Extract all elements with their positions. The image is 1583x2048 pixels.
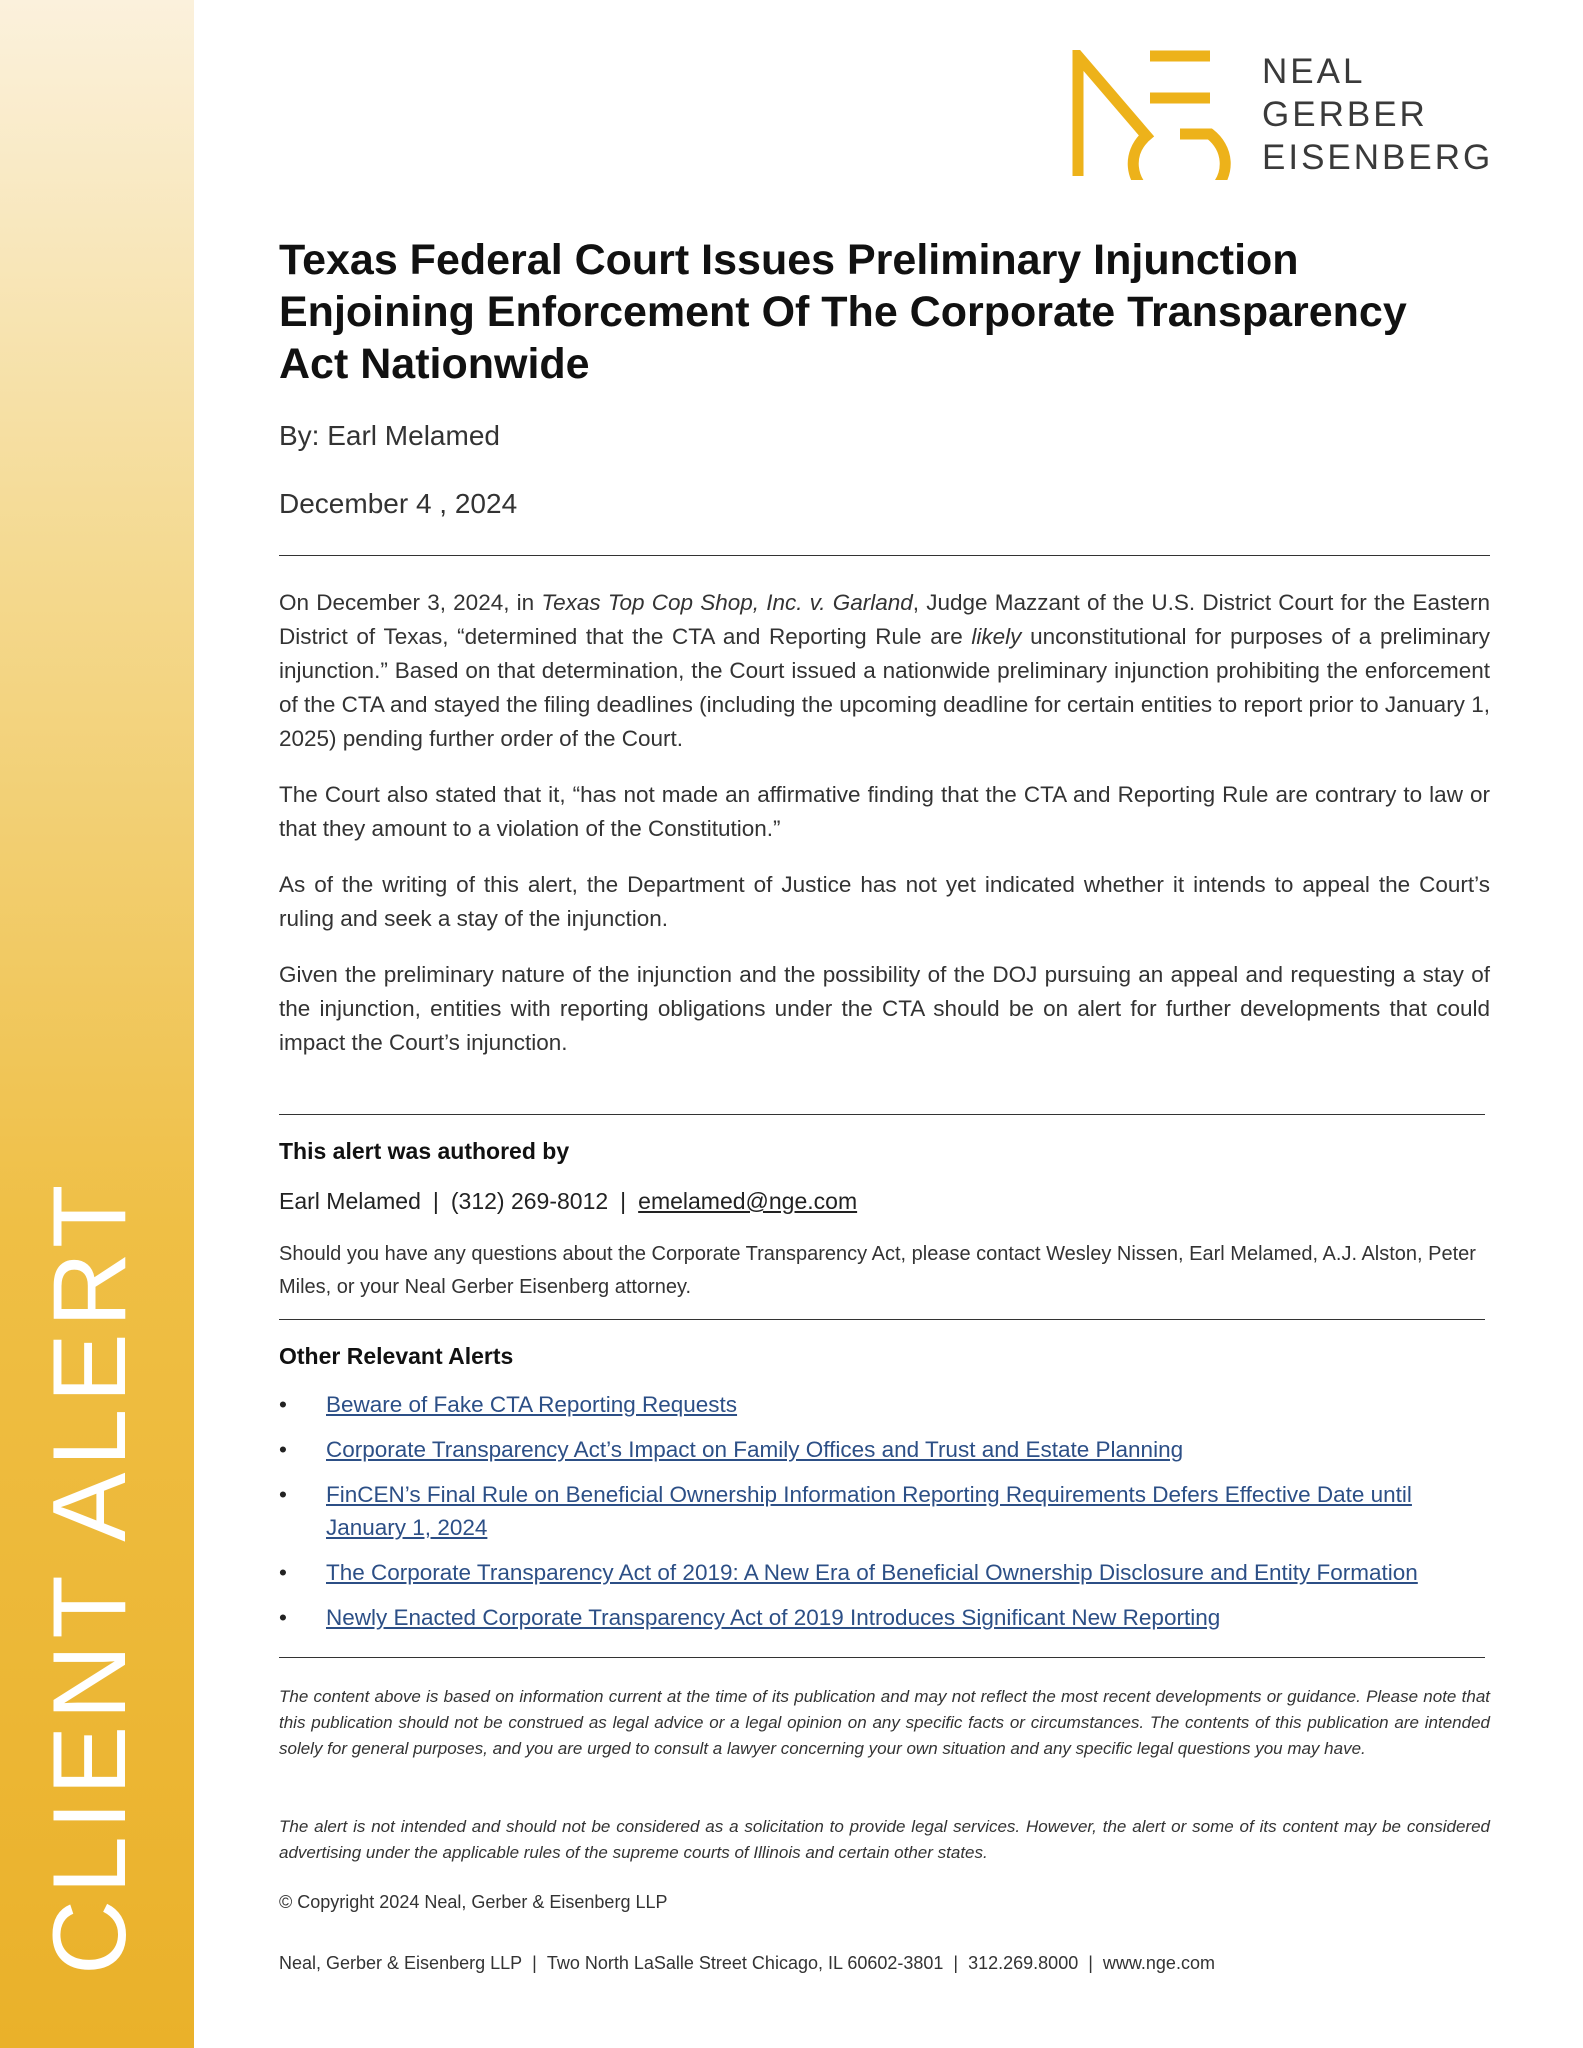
byline: By: Earl Melamed — [279, 420, 500, 451]
other-alerts-heading: Other Relevant Alerts — [279, 1343, 514, 1369]
author-phone: (312) 269-8012 — [450, 1188, 609, 1214]
alert-link-family-offices[interactable]: Corporate Transparency Act’s Impact on Family Offices and Trust and Estate Planning — [326, 1437, 1184, 1462]
publish-date: December 4 , 2024 — [279, 488, 518, 519]
author-name: Earl Melamed — [279, 1188, 421, 1214]
disclaimer-paragraph-2: The alert is not intended and should not be considered as a solicitation to provide legal services. However, the alert or some of its content may be considered advertising under the applicable rules of the supreme courts of Illinois and certain other states. — [279, 1817, 1490, 1862]
article-title: Texas Federal Court Issues Preliminary Injunction Enjoining Enforcement Of The Corporate Transparency Act Nationwide — [279, 236, 1407, 388]
p1-text-a: On December 3, 2024, in — [279, 590, 542, 615]
bullet-icon: • — [279, 1392, 287, 1417]
client-alert-label: CLIENT ALERT — [32, 1178, 148, 1975]
paragraph-3: As of the writing of this alert, the Department of Justice has not yet indicated whether it intends to appeal the Court’s ruling and seek a stay of the injunction. — [279, 872, 1490, 931]
list-item — [279, 1556, 1490, 1589]
footer-address: Two North LaSalle Street Chicago, IL 60602-3801 — [546, 1953, 944, 1973]
author-email-link[interactable]: emelamed@nge.com — [638, 1188, 858, 1214]
bullet-icon: • — [279, 1437, 287, 1462]
alert-link-newly-enacted-cta[interactable]: Newly Enacted Corporate Transparency Act of 2019 Introduces Significant New Reporting — [326, 1605, 1221, 1630]
other-alerts-list — [279, 1388, 1490, 1646]
copyright-notice: © Copyright 2024 Neal, Gerber & Eisenberg LLP — [279, 1892, 668, 1912]
list-item — [279, 1601, 1490, 1634]
separator: | — [620, 1188, 627, 1214]
sidebar-band — [0, 0, 194, 2048]
alert-link-fake-cta[interactable]: Beware of Fake CTA Reporting Requests — [326, 1392, 738, 1417]
disclaimer-paragraph-1: The content above is based on information current at the time of its publication and may not reflect the most recent developments or guidance. Please note that this publication should not be construed as legal advice or a legal opinion on any specific facts or circumstances. The contents of this publication are intended solely for general purposes, and you are urged to consult a lawyer concerning your own situation and any specific legal questions you may have. — [279, 1687, 1490, 1758]
paragraph-2: The Court also stated that it, “has not made an affirmative finding that the CTA and Reporting Rule are contrary to law or that they amount to a violation of the Constitution.” — [279, 782, 1490, 841]
paragraph-4: Given the preliminary nature of the injunction and the possibility of the DOJ pursuing an appeal and requesting a stay of the injunction, entities with reporting obligations under the CTA should be on alert for further developments that could impact the Court’s injunction. — [279, 962, 1490, 1055]
firm-name-wordmark — [1262, 50, 1493, 179]
divider — [279, 555, 1490, 556]
footer-phone: 312.269.8000 — [968, 1953, 1079, 1973]
footer-website-link[interactable]: www.nge.com — [1102, 1953, 1215, 1973]
author-contact — [279, 1188, 857, 1215]
list-item — [279, 1433, 1490, 1466]
logo-line-gerber: GERBER — [1262, 95, 1428, 134]
list-item — [279, 1478, 1490, 1544]
firm-logo[interactable] — [1072, 50, 1492, 180]
separator: | — [1088, 1953, 1093, 1973]
divider — [279, 1319, 1485, 1320]
bullet-icon: • — [279, 1560, 287, 1585]
p1-text-b: , Judge Mazzant of the U.S. District Court for the Eastern District of Texas, “determined that the CTA and Reporting Rule are — [279, 590, 1490, 649]
nge-monogram-icon — [1072, 50, 1242, 180]
p1-text-c: unconstitutional for purposes of a preliminary injunction.” Based on that determination, the Court issued a nationwide preliminary injunction prohibiting the enforcement of the CTA and stayed the filing deadlines (including the upcoming deadline for certain entities to report prior to January 1, 2025) pending further order of the Court. — [279, 624, 1490, 751]
separator: | — [532, 1953, 537, 1973]
footer-firm: Neal, Gerber & Eisenberg LLP — [279, 1953, 523, 1973]
list-item — [279, 1388, 1490, 1421]
separator: | — [432, 1188, 439, 1214]
paragraph-1 — [279, 586, 1490, 756]
footer-contact-bar — [279, 1953, 1215, 1974]
bullet-icon: • — [279, 1605, 287, 1630]
contact-note: Should you have any questions about the Corporate Transparency Act, please contact Wesley Nissen, Earl Melamed, A.J. Alston, Peter Miles, or your Neal Gerber Eisenberg attorney. — [279, 1243, 1476, 1298]
separator: | — [953, 1953, 959, 1973]
logo-line-eisenberg: EISENBERG — [1262, 138, 1494, 177]
alert-link-fincen-final-rule[interactable]: FinCEN’s Final Rule on Beneficial Ownership Information Reporting Requirements Defers Effective Date until January 1, 2024 — [326, 1482, 1412, 1540]
logo-line-neal: NEAL — [1262, 52, 1366, 91]
alert-link-cta-2019-new-era[interactable]: The Corporate Transparency Act of 2019: A New Era of Beneficial Ownership Disclosure and Entity Formation — [326, 1560, 1418, 1585]
divider — [279, 1114, 1485, 1115]
case-name: Texas Top Cop Shop, Inc. v. Garland — [541, 590, 913, 615]
divider — [279, 1657, 1485, 1658]
article-body — [279, 586, 1490, 1082]
authored-heading: This alert was authored by — [279, 1138, 570, 1164]
emphasis-likely: likely — [971, 624, 1022, 649]
bullet-icon: • — [279, 1482, 287, 1507]
